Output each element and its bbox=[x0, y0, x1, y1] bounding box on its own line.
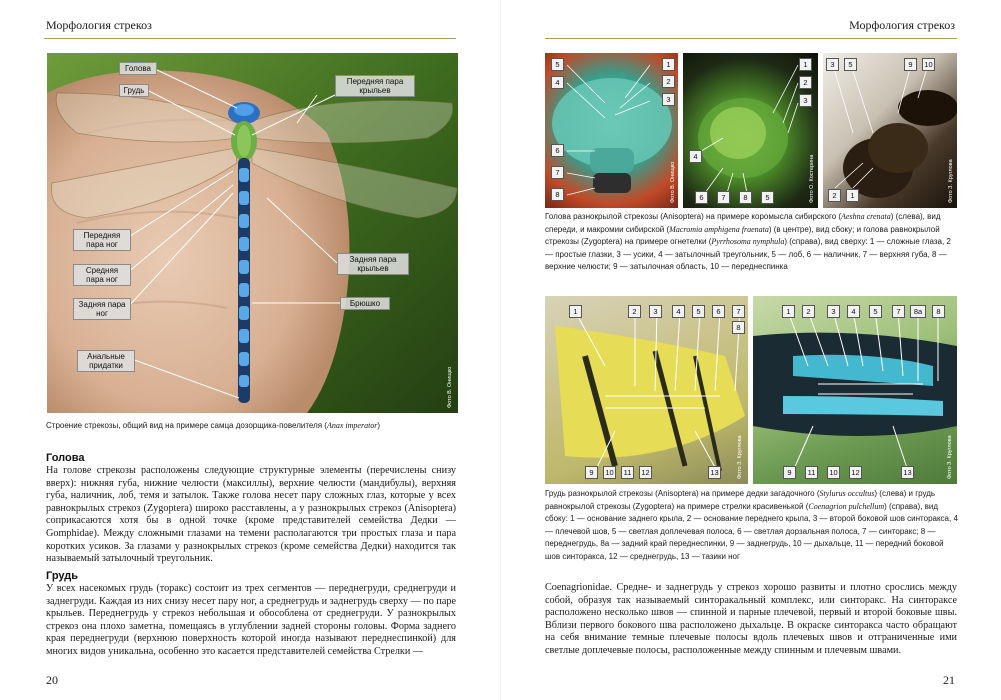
callout-number: 6 bbox=[551, 144, 564, 157]
callout-number: 1 bbox=[846, 189, 859, 202]
callout-number: 4 bbox=[847, 305, 860, 318]
callout-number: 13 bbox=[708, 466, 721, 479]
callout-number: 1 bbox=[662, 58, 675, 71]
callout-number: 11 bbox=[621, 466, 634, 479]
callout-number: 2 bbox=[628, 305, 641, 318]
label-front-legs: Передняя пара ног bbox=[73, 229, 131, 251]
callout-number: 5 bbox=[551, 58, 564, 71]
callout-number: 11 bbox=[805, 466, 818, 479]
callout-number: 7 bbox=[732, 305, 745, 318]
page-number-left: 20 bbox=[46, 673, 58, 687]
thorax-photos-caption: Грудь разнокрылой стрекозы (Anisoptera) на примере дедки загадочного (Stylurus occultus) (слева) и грудь равнокрылой стрекозы (Zygoptera) на примере стрелки красивенькой (Coenagrion pulchellum) (справа), вид сбоку: 1 — основание заднего крыла, 2 — основание переднего крыла, 3 — второй боковой шов синторакса, 4 — плечевой шов, 5 — светлая доплечевая полоса, 6 — светлая дорзальная полоса, 7 — синторакс; 8 — переднегрудь, 8а — задний край переднеспинки, 9 — заднегрудь, 10 — дыхальце, 11 — передний боковой шов синторакса, 12 — среднегрудь, 13 — тазики ног bbox=[545, 489, 958, 561]
main-photo-caption: Строение стрекозы, общий вид на примере самца дозорщика-повелителя (Anax imperator) bbox=[46, 421, 381, 430]
section-paragraph-head: На голове стрекозы расположены следующие структурные элементы (перечислены снизу вверх): нижняя губа, нижние челюсти (максиллы), верхние челюсти (мандибулы), верхняя губа, наличник, лоб, темя и затылок. Также голова несет пару сложных глаз, которые у всех равнокрылых стрекоз (Zygoptera) широко расставлены, а у разнокрылых стрекоз (Anisoptera) соприкасаются хотя бы в одной точке (кроме представителей семейства Дедки — Gomphidae). Между сложными глазами на темени располагаются три простых глаза и пара коротких усиков. За глазами у разнокрылых стрекоз (кроме семейства Дедки) находится так называемый затылочный треугольник. bbox=[46, 465, 456, 565]
callout-number: 4 bbox=[551, 76, 564, 89]
callout-number: 4 bbox=[672, 305, 685, 318]
header-rule-right bbox=[545, 38, 957, 39]
callout-number: 13 bbox=[901, 466, 914, 479]
callout-number: 3 bbox=[826, 58, 839, 71]
head-photo-pyrrhosoma bbox=[823, 53, 957, 208]
callout-number: 7 bbox=[551, 166, 564, 179]
photo-credit-main: Фото В. Онищко bbox=[447, 366, 453, 408]
callout-number: 9 bbox=[585, 466, 598, 479]
callout-number: 5 bbox=[869, 305, 882, 318]
callout-number: 6 bbox=[695, 191, 708, 204]
dragonfly-main-photo bbox=[47, 53, 458, 413]
callout-number: 3 bbox=[799, 94, 812, 107]
label-abdomen: Брюшко bbox=[340, 297, 390, 310]
right-page bbox=[501, 0, 1001, 700]
photo-credit: Фото З. Круглова bbox=[947, 435, 953, 479]
running-head-left: Морфология стрекоз bbox=[46, 18, 152, 32]
thorax-photo-coenagrion bbox=[753, 296, 957, 484]
callout-number: 10 bbox=[603, 466, 616, 479]
callout-number: 1 bbox=[799, 58, 812, 71]
callout-number: 2 bbox=[802, 305, 815, 318]
callout-number: 4 bbox=[689, 150, 702, 163]
label-hind-wings: Задняя пара крыльев bbox=[337, 253, 409, 275]
callout-number: 9 bbox=[783, 466, 796, 479]
callout-number: 3 bbox=[649, 305, 662, 318]
callout-number: 5 bbox=[844, 58, 857, 71]
callout-number: 8 bbox=[551, 188, 564, 201]
running-head-right: Морфология стрекоз bbox=[849, 18, 955, 32]
callout-number: 6 bbox=[712, 305, 725, 318]
label-anal-appendages: Анальные придатки bbox=[77, 350, 135, 372]
callout-number: 2 bbox=[828, 189, 841, 202]
photo-credit: Фото В. Онищко bbox=[670, 161, 676, 203]
thorax-continued-paragraph: Coenagrionidae. Средне- и заднегрудь у стрекоз хорошо развиты и плотно срослись между собой, образуя так называемый синторакальный комплекс, или синторакс. На синтораксе расположено несколько швов — спинной и парные плечевой, первый и второй боковые швы. Вблизи первого бокового шва расположено дыхальце. В окраске синторакса часто обращают на себя внимание темные плечевые полосы вдоль плечевых швов и отграниченные ими светлые доплечевые полосы, расположенные между спинным и плечевым швами. bbox=[545, 582, 957, 656]
photo-credit: Фото О. Костерина bbox=[809, 154, 815, 203]
callout-number: 5 bbox=[761, 191, 774, 204]
left-page bbox=[0, 0, 500, 700]
photo-credit: Фото З. Круглова bbox=[948, 159, 954, 203]
page-number-right: 21 bbox=[943, 673, 955, 687]
head-photos-caption: Голова разнокрылой стрекозы (Anisoptera) на примере коромысла сибирского (Aeshna crenata) (слева), вид спереди, и макромии сибирской (Macromia amphigena fraenata) (в центре), вид сбоку; и голова равнокрылой стрекозы (Zygoptera) на примере огнетелки (Pyrrhosoma nymphula) (справа), вид сверху: 1 — сложные глаза, 2 — простые глазки, 3 — усики, 4 — затылочный треугольник, 5 — лоб, 6 — наличник, 7 — верхняя губа, 8 — верхние челюсти; 9 — затылочная область, 10 — переднеспинка bbox=[545, 212, 951, 271]
callout-number: 8a bbox=[910, 305, 926, 318]
callout-number: 1 bbox=[782, 305, 795, 318]
callout-number: 5 bbox=[692, 305, 705, 318]
callout-number: 9 bbox=[904, 58, 917, 71]
section-paragraph-thorax: У всех насекомых грудь (торакс) состоит из трех сегментов — переднегруди, среднегруди и заднегруди. Каждая из них снизу несет пару ног, а среднегрудь и заднегрудь сверху — по паре крыльев. Переднегрудь у стрекоз небольшая и обособлена от среднегруди. У разнокрылых стрекоз она плохо заметна, помещаясь в углублении задней стороны головы. Форма заднего края переднегруди (верхнюю поверхность которой иногда называют переднеспинкой) для многих видов уникальна, особенно это касается представителей семейства Стрелки — bbox=[46, 583, 456, 657]
callout-number: 2 bbox=[662, 75, 675, 88]
callout-number: 8 bbox=[732, 321, 745, 334]
callout-number: 8 bbox=[932, 305, 945, 318]
callout-number: 7 bbox=[717, 191, 730, 204]
label-thorax: Грудь bbox=[119, 84, 149, 97]
callout-number: 7 bbox=[892, 305, 905, 318]
thorax-photo-stylurus bbox=[545, 296, 748, 484]
label-hind-legs: Задняя пара ног bbox=[73, 298, 131, 320]
label-head: Голова bbox=[119, 62, 157, 75]
head-photo-macromia bbox=[683, 53, 818, 208]
head-photo-aeshna bbox=[545, 53, 678, 208]
section-title-head: Голова bbox=[46, 452, 85, 464]
label-mid-legs: Средняя пара ног bbox=[73, 264, 131, 286]
callout-number: 1 bbox=[569, 305, 582, 318]
callout-number: 10 bbox=[827, 466, 840, 479]
header-rule-left bbox=[44, 38, 456, 39]
label-front-wings: Передняя пара крыльев bbox=[335, 75, 415, 97]
photo-credit: Фото З. Круглова bbox=[737, 435, 743, 479]
callout-number: 12 bbox=[639, 466, 652, 479]
callout-number: 12 bbox=[849, 466, 862, 479]
callout-number: 3 bbox=[662, 93, 675, 106]
callout-number: 2 bbox=[799, 76, 812, 89]
section-title-thorax: Грудь bbox=[46, 570, 78, 582]
callout-number: 3 bbox=[827, 305, 840, 318]
callout-number: 8 bbox=[739, 191, 752, 204]
callout-number: 10 bbox=[922, 58, 935, 71]
